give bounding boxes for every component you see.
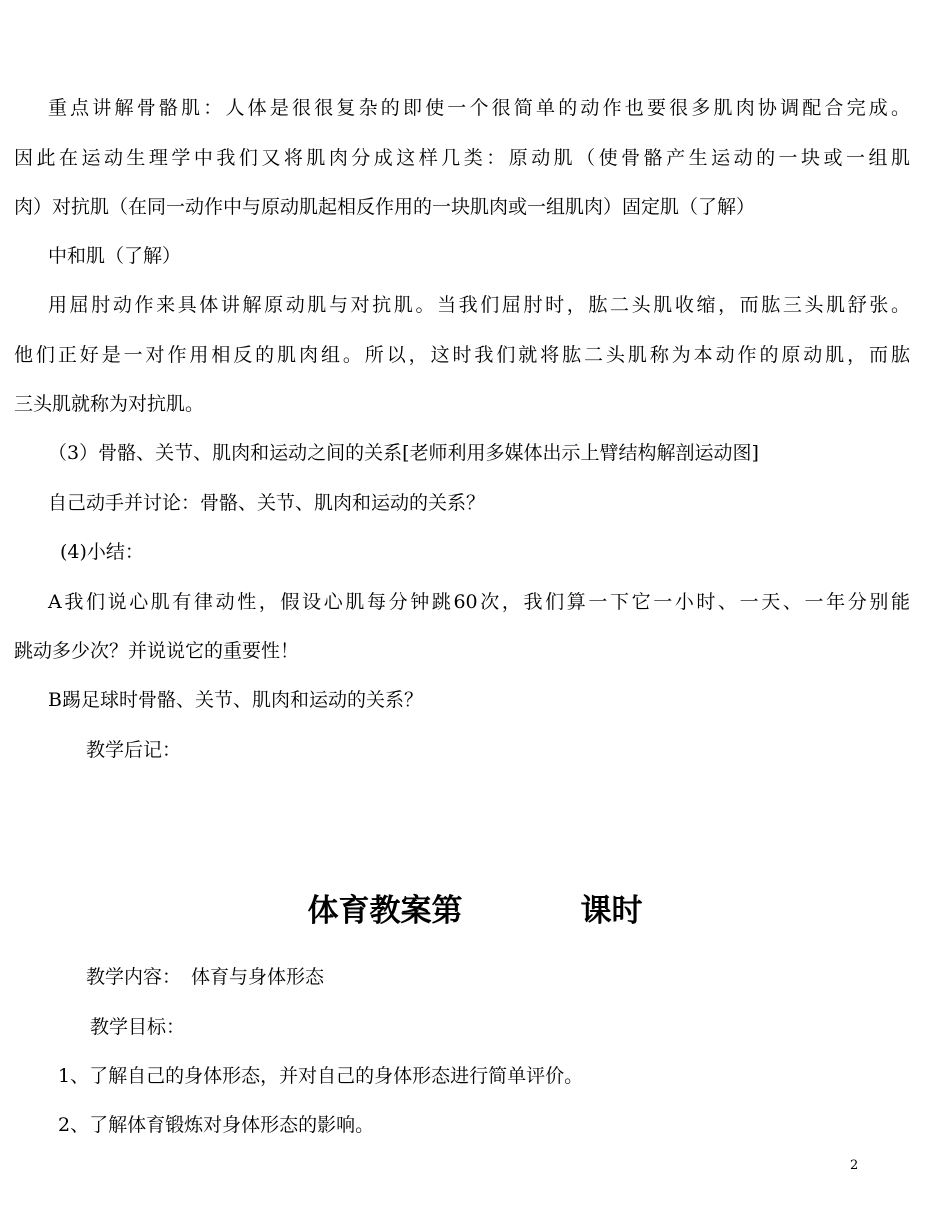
paragraph-line: （3）骨骼、关节、肌肉和运动之间的关系[老师利用多媒体出示上臂结构解剖运动图] [48, 442, 759, 464]
lesson-content-value: 体育与身体形态 [191, 966, 325, 988]
paragraph-line: 他们正好是一对作用相反的肌肉组。所以，这时我们就将肱二头肌称为本动作的原动肌，而肱 [14, 344, 910, 366]
paragraph-line: (4)小结： [60, 541, 144, 563]
paragraph-line: 重点讲解骨骼肌：人体是很很复杂的即使一个很简单的动作也要很多肌肉协调配合完成。 [48, 97, 910, 119]
paragraph-line: 中和肌（了解） [48, 245, 182, 267]
lesson-content-label: 教学内容： [86, 966, 182, 988]
lesson-goal-item: 1、了解自己的身体形态，并对自己的身体形态进行简单评价。 [58, 1065, 584, 1087]
paragraph-line: A我们说心肌有律动性，假设心肌每分钟跳60次，我们算一下它一小时、一天、一年分别能 [48, 591, 910, 613]
title-right: 课时 [580, 893, 643, 929]
page-number: 2 [850, 1158, 859, 1173]
page-title [0, 885, 950, 930]
paragraph-line: 三头肌就称为对抗肌。 [14, 393, 205, 415]
lesson-content-line [14, 962, 910, 992]
lesson-goal-label: 教学目标： [90, 1016, 186, 1038]
paragraph-line: 肉）对抗肌（在同一动作中与原动肌起相反作用的一块肌肉或一组肌肉）固定肌（了解） [14, 196, 756, 218]
paragraph-line: 跳动多少次？并说说它的重要性！ [14, 640, 300, 662]
paragraph-line: 用屈肘动作来具体讲解原动肌与对抗肌。当我们屈肘时，肱二头肌收缩，而肱三头肌舒张。 [48, 294, 910, 316]
paragraph-line: 教学后记： [86, 739, 182, 761]
paragraph-line: B踢足球时骨骼、关节、肌肉和运动的关系？ [48, 689, 423, 711]
lesson-goal-item: 2、了解体育锻炼对身体形态的影响。 [58, 1114, 375, 1136]
title-left: 体育教案第 [307, 893, 463, 929]
paragraph-line: 因此在运动生理学中我们又将肌肉分成这样几类：原动肌（使骨骼产生运动的一块或一组肌 [14, 147, 910, 169]
paragraph-line: 自己动手并讨论：骨骼、关节、肌肉和运动的关系？ [48, 492, 486, 514]
